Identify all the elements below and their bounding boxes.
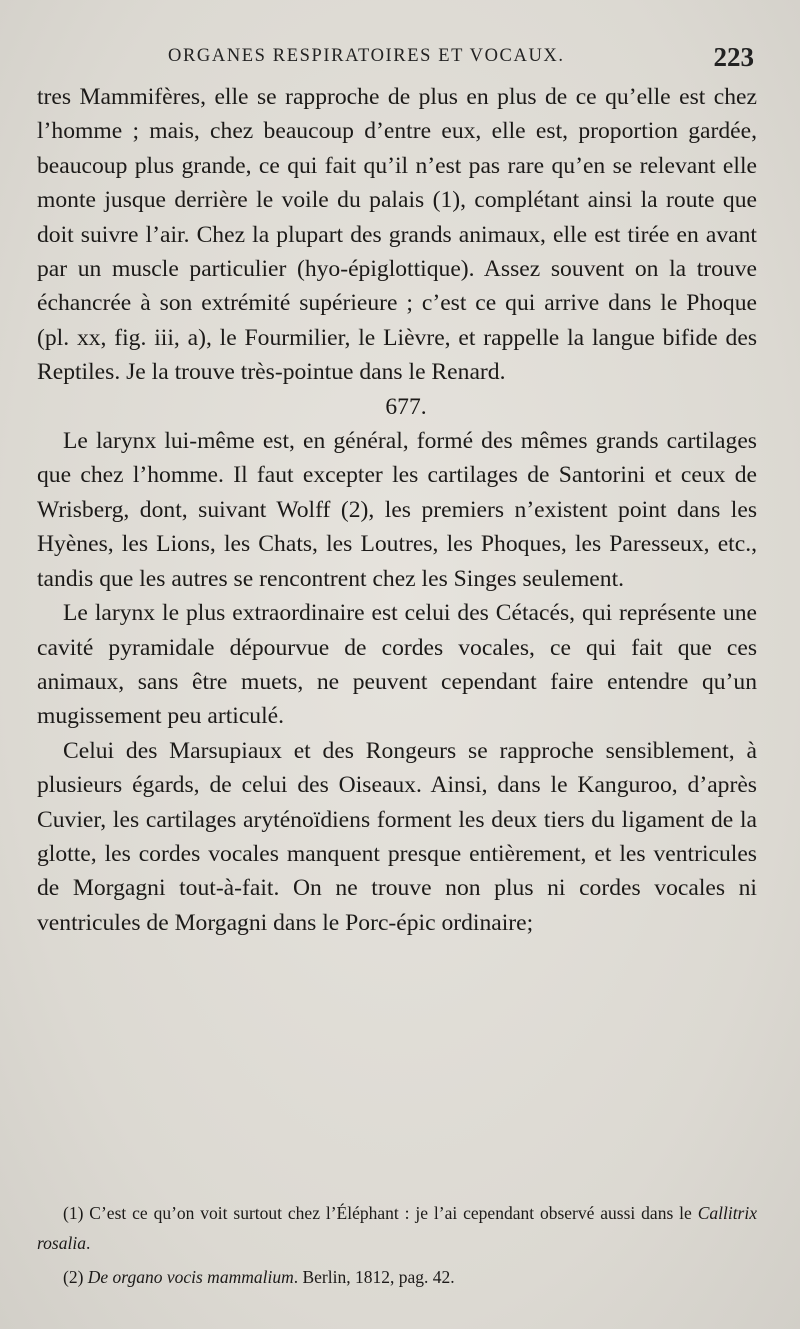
footnote-1: [37, 1198, 757, 1258]
section-number: 677.: [385, 393, 427, 420]
footnote-1-end: .: [85, 1233, 91, 1253]
body-text: [37, 80, 757, 940]
footnote-2-title: De organo vocis mammalium: [87, 1267, 294, 1287]
footnote-2-text: . Berlin, 1812, pag. 42.: [293, 1267, 455, 1287]
running-title: ORGANES RESPIRATOIRES ET VOCAUX.: [168, 46, 565, 66]
paragraph-larynx: Le larynx lui-même est, en général, formé des mêmes grands cartilages que chez l’homme. Il faut excepter les cartilages de Santorini et ceux de Wrisberg, dont, suivant Wolff (2), les premiers n’existent point dans les Hyènes, les Lions, les Chats, les Loutres, les Phoques, les Paresseux, etc., tandis que les autres se rencontrent chez les Singes seulement.: [37, 428, 757, 592]
footnote-1-text: (1) C’est ce qu’on voit surtout chez l’Éléphant : je l’ai cependant observé aussi dans le: [63, 1203, 698, 1223]
page-number: 223: [713, 42, 754, 72]
page-header: [0, 42, 800, 76]
footnotes: [37, 1198, 757, 1292]
paragraph-cetaces: Le larynx le plus extraordinaire est celui des Cétacés, qui représente une cavité pyramidale dépourvue de cordes vocales, ce qui fait que ces animaux, sans être muets, ne peuvent cependant faire entendre qu’un mugissement peu articulé.: [37, 600, 757, 730]
footnote-2-marker: (2): [63, 1267, 88, 1287]
footnote-1-species: Callitrix rosalia: [37, 1203, 757, 1253]
paragraph-continued: tres Mammifères, elle se rapproche de plus en plus de ce qu’elle est chez l’homme ; mais, chez beaucoup d’entre eux, elle est, proportion gardée, beaucoup plus grande, ce qui fait qu’il n’est pas rare qu’en se relevant elle monte jusque derrière le voile du palais (1), complétant ainsi la route que doit suivre l’air. Chez la plupart des grands animaux, elle est tirée en avant par un muscle particulier (hyo-épiglottique). Assez souvent on la trouve échancrée à son extrémité supérieure ; c’est ce qui arrive dans le Phoque (pl. xx, fig. iii, a), le Fourmilier, le Lièvre, et rappelle la langue bifide des Reptiles. Je la trouve très-pointue dans le Renard.: [37, 84, 757, 386]
footnote-2: [37, 1262, 757, 1292]
paragraph-marsupiaux: Celui des Marsupiaux et des Rongeurs se rapproche sensiblement, à plusieurs égards, de celui des Oiseaux. Ainsi, dans le Kanguroo, d’après Cuvier, les cartilages aryténoïdiens forment les deux tiers du ligament de la glotte, les cordes vocales manquent presque entièrement, et les ventricules de Morgagni tout-à-fait. On ne trouve non plus ni cordes vocales ni ventricules de Morgagni dans le Porc-épic ordinaire;: [37, 737, 757, 936]
